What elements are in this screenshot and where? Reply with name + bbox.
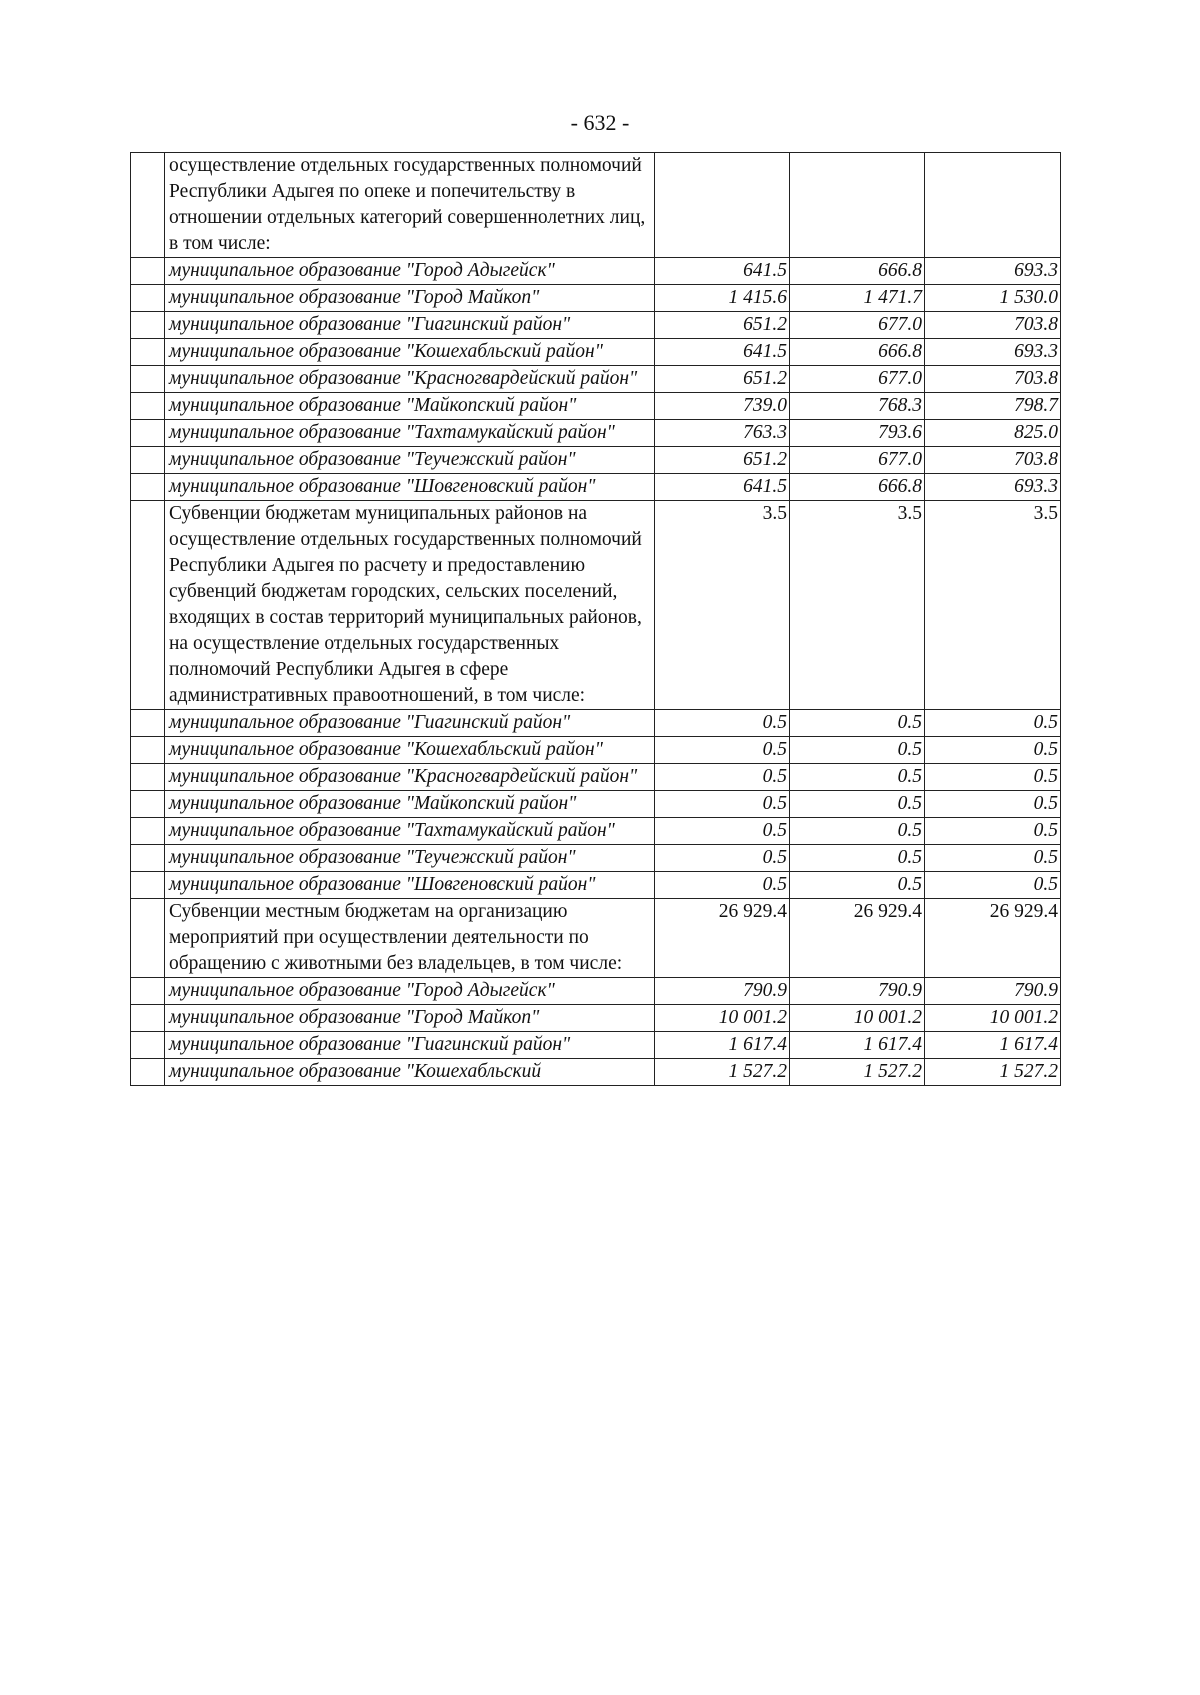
amount-year-1: 0.5 xyxy=(655,791,790,818)
row-number-cell xyxy=(131,1005,165,1032)
amount-year-2: 677.0 xyxy=(790,447,925,474)
budget-table xyxy=(130,152,1061,1086)
table-row-section xyxy=(131,153,1061,258)
amount-year-2: 0.5 xyxy=(790,818,925,845)
table-row-subitem xyxy=(131,818,1061,845)
row-description: муниципальное образование "Майкопский район" xyxy=(165,791,655,818)
row-description: муниципальное образование "Майкопский район" xyxy=(165,393,655,420)
amount-year-1: 651.2 xyxy=(655,312,790,339)
table-row-subitem xyxy=(131,1059,1061,1086)
amount-year-2: 666.8 xyxy=(790,474,925,501)
row-number-cell xyxy=(131,899,165,978)
row-number-cell xyxy=(131,710,165,737)
row-number-cell xyxy=(131,366,165,393)
row-number-cell xyxy=(131,474,165,501)
table-row-subitem xyxy=(131,791,1061,818)
amount-year-3 xyxy=(925,153,1061,258)
amount-year-1: 651.2 xyxy=(655,366,790,393)
amount-year-3: 0.5 xyxy=(925,818,1061,845)
amount-year-1: 0.5 xyxy=(655,872,790,899)
row-number-cell xyxy=(131,764,165,791)
amount-year-1: 26 929.4 xyxy=(655,899,790,978)
row-description: муниципальное образование "Город Адыгейск" xyxy=(165,978,655,1005)
amount-year-3: 1 527.2 xyxy=(925,1059,1061,1086)
table-row-subitem xyxy=(131,420,1061,447)
amount-year-2: 0.5 xyxy=(790,764,925,791)
row-number-cell xyxy=(131,285,165,312)
row-number-cell xyxy=(131,978,165,1005)
amount-year-1: 0.5 xyxy=(655,737,790,764)
row-number-cell xyxy=(131,818,165,845)
amount-year-2: 790.9 xyxy=(790,978,925,1005)
table-row-subitem xyxy=(131,872,1061,899)
amount-year-1: 0.5 xyxy=(655,818,790,845)
row-number-cell xyxy=(131,420,165,447)
row-description: муниципальное образование "Кошехабльский xyxy=(165,1059,655,1086)
table-row-subitem xyxy=(131,978,1061,1005)
table-row-subitem xyxy=(131,1005,1061,1032)
table-row-subitem xyxy=(131,339,1061,366)
amount-year-3: 1 530.0 xyxy=(925,285,1061,312)
amount-year-2: 0.5 xyxy=(790,845,925,872)
table-row-subitem xyxy=(131,312,1061,339)
table-row-subitem xyxy=(131,845,1061,872)
amount-year-3: 0.5 xyxy=(925,791,1061,818)
amount-year-2: 768.3 xyxy=(790,393,925,420)
amount-year-2: 677.0 xyxy=(790,312,925,339)
amount-year-2 xyxy=(790,153,925,258)
row-description: Субвенции бюджетам муниципальных районов на осуществление отдельных государственных полномочий Республики Адыгея по расчету и предоставлению субвенций бюджетам городских, сельских поселений, входящих в состав территорий муниципальных районов, на осуществление отдельных государственных полномочий Республики Адыгея в сфере административных правоотношений, в том числе: xyxy=(165,501,655,710)
row-number-cell xyxy=(131,312,165,339)
table-row-subitem xyxy=(131,258,1061,285)
amount-year-2: 793.6 xyxy=(790,420,925,447)
amount-year-3: 798.7 xyxy=(925,393,1061,420)
amount-year-1: 641.5 xyxy=(655,339,790,366)
page-number: - 632 - xyxy=(570,110,630,135)
table-row-subitem xyxy=(131,285,1061,312)
amount-year-2: 1 617.4 xyxy=(790,1032,925,1059)
row-description: муниципальное образование "Гиагинский район" xyxy=(165,1032,655,1059)
amount-year-1: 0.5 xyxy=(655,764,790,791)
amount-year-2: 666.8 xyxy=(790,258,925,285)
amount-year-3: 0.5 xyxy=(925,764,1061,791)
amount-year-1: 651.2 xyxy=(655,447,790,474)
row-description: муниципальное образование "Шовгеновский район" xyxy=(165,872,655,899)
amount-year-3: 693.3 xyxy=(925,258,1061,285)
amount-year-2: 677.0 xyxy=(790,366,925,393)
table-row-section xyxy=(131,899,1061,978)
amount-year-1: 3.5 xyxy=(655,501,790,710)
table-row-subitem xyxy=(131,447,1061,474)
table-row-subitem xyxy=(131,1032,1061,1059)
row-number-cell xyxy=(131,1059,165,1086)
row-number-cell xyxy=(131,153,165,258)
table-row-subitem xyxy=(131,474,1061,501)
row-number-cell xyxy=(131,737,165,764)
amount-year-2: 1 527.2 xyxy=(790,1059,925,1086)
row-number-cell xyxy=(131,447,165,474)
amount-year-1: 641.5 xyxy=(655,474,790,501)
row-description: муниципальное образование "Город Адыгейск" xyxy=(165,258,655,285)
amount-year-3: 703.8 xyxy=(925,447,1061,474)
row-description: муниципальное образование "Город Майкоп" xyxy=(165,285,655,312)
amount-year-2: 666.8 xyxy=(790,339,925,366)
amount-year-2: 3.5 xyxy=(790,501,925,710)
row-number-cell xyxy=(131,393,165,420)
row-description: муниципальное образование "Город Майкоп" xyxy=(165,1005,655,1032)
amount-year-3: 693.3 xyxy=(925,339,1061,366)
row-description: муниципальное образование "Гиагинский район" xyxy=(165,312,655,339)
amount-year-3: 10 001.2 xyxy=(925,1005,1061,1032)
table-row-subitem xyxy=(131,366,1061,393)
amount-year-1: 790.9 xyxy=(655,978,790,1005)
amount-year-3: 825.0 xyxy=(925,420,1061,447)
row-description: Субвенции местным бюджетам на организацию мероприятий при осуществлении деятельности по обращению с животными без владельцев, в том числе: xyxy=(165,899,655,978)
row-number-cell xyxy=(131,258,165,285)
amount-year-2: 26 929.4 xyxy=(790,899,925,978)
amount-year-3: 0.5 xyxy=(925,845,1061,872)
row-description: муниципальное образование "Тахтамукайский район" xyxy=(165,818,655,845)
row-number-cell xyxy=(131,1032,165,1059)
amount-year-3: 0.5 xyxy=(925,710,1061,737)
table-row-subitem xyxy=(131,764,1061,791)
amount-year-2: 0.5 xyxy=(790,872,925,899)
amount-year-1: 1 415.6 xyxy=(655,285,790,312)
amount-year-1 xyxy=(655,153,790,258)
table-row-section xyxy=(131,501,1061,710)
amount-year-3: 703.8 xyxy=(925,366,1061,393)
amount-year-3: 703.8 xyxy=(925,312,1061,339)
row-number-cell xyxy=(131,501,165,710)
amount-year-2: 0.5 xyxy=(790,791,925,818)
amount-year-1: 763.3 xyxy=(655,420,790,447)
row-number-cell xyxy=(131,845,165,872)
amount-year-3: 1 617.4 xyxy=(925,1032,1061,1059)
table-row-subitem xyxy=(131,393,1061,420)
amount-year-3: 693.3 xyxy=(925,474,1061,501)
row-number-cell xyxy=(131,872,165,899)
row-description: муниципальное образование "Шовгеновский район" xyxy=(165,474,655,501)
amount-year-2: 1 471.7 xyxy=(790,285,925,312)
amount-year-2: 0.5 xyxy=(790,710,925,737)
amount-year-3: 790.9 xyxy=(925,978,1061,1005)
row-description: муниципальное образование "Теучежский район" xyxy=(165,845,655,872)
row-description: осуществление отдельных государственных полномочий Республики Адыгея по опеке и попечительству в отношении отдельных категорий совершеннолетних лиц, в том числе: xyxy=(165,153,655,258)
amount-year-1: 10 001.2 xyxy=(655,1005,790,1032)
amount-year-1: 1 527.2 xyxy=(655,1059,790,1086)
table-row-subitem xyxy=(131,737,1061,764)
row-description: муниципальное образование "Кошехабльский район" xyxy=(165,339,655,366)
amount-year-2: 10 001.2 xyxy=(790,1005,925,1032)
amount-year-1: 641.5 xyxy=(655,258,790,285)
amount-year-1: 0.5 xyxy=(655,710,790,737)
row-description: муниципальное образование "Красногвардейский район" xyxy=(165,366,655,393)
amount-year-1: 739.0 xyxy=(655,393,790,420)
amount-year-3: 26 929.4 xyxy=(925,899,1061,978)
row-description: муниципальное образование "Красногвардейский район" xyxy=(165,764,655,791)
row-description: муниципальное образование "Теучежский район" xyxy=(165,447,655,474)
amount-year-1: 0.5 xyxy=(655,845,790,872)
row-number-cell xyxy=(131,791,165,818)
row-number-cell xyxy=(131,339,165,366)
amount-year-2: 0.5 xyxy=(790,737,925,764)
amount-year-1: 1 617.4 xyxy=(655,1032,790,1059)
budget-table-body xyxy=(131,153,1061,1086)
amount-year-3: 3.5 xyxy=(925,501,1061,710)
row-description: муниципальное образование "Кошехабльский район" xyxy=(165,737,655,764)
row-description: муниципальное образование "Тахтамукайский район" xyxy=(165,420,655,447)
row-description: муниципальное образование "Гиагинский район" xyxy=(165,710,655,737)
amount-year-3: 0.5 xyxy=(925,872,1061,899)
amount-year-3: 0.5 xyxy=(925,737,1061,764)
table-row-subitem xyxy=(131,710,1061,737)
